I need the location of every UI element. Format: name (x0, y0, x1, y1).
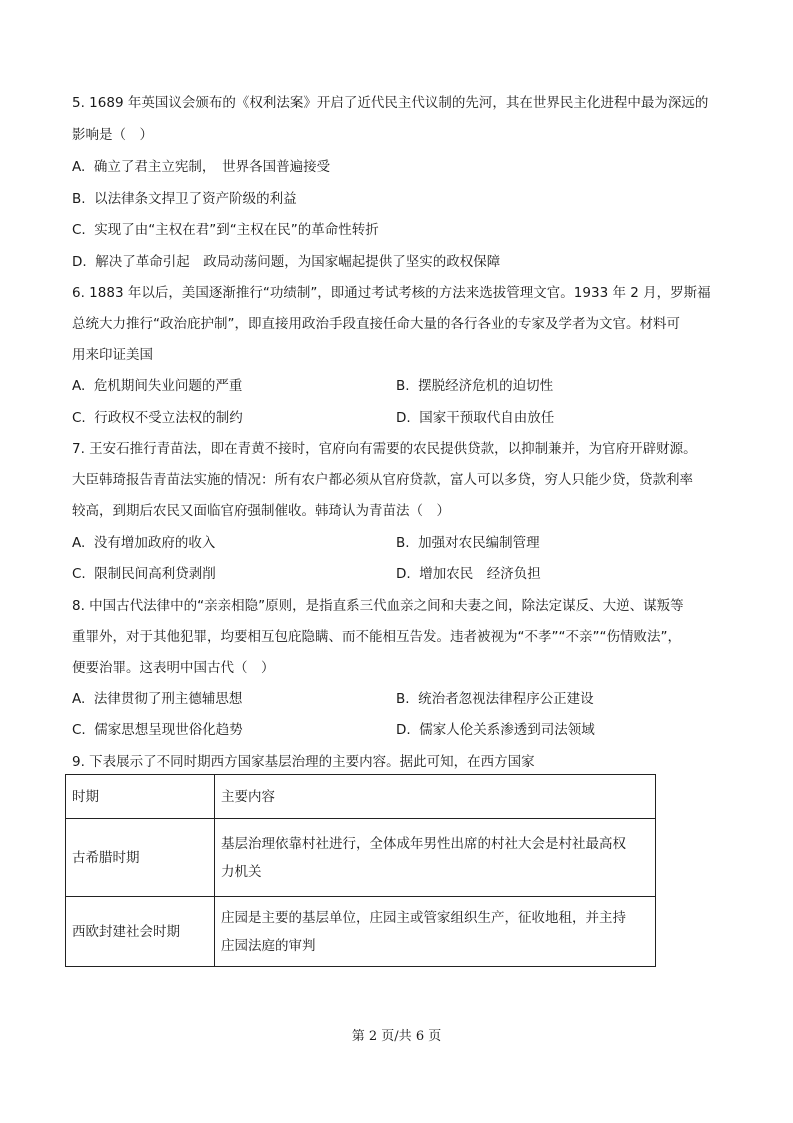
q6-option-c[interactable]: C. 行政权不受立法权的制约 (72, 410, 243, 426)
q7-stem-line2: 大臣韩琦报告青苗法实施的情况：所有农户都必须从官府贷款，富人可以多贷，穷人只能少贷，贷款利率 (72, 472, 693, 488)
table-cell-period: 西欧封建社会时期 (66, 897, 215, 967)
table-row (66, 897, 656, 967)
q7-option-d[interactable]: D. 增加农民 经济负担 (396, 566, 541, 582)
q5-stem-line1: 5. 1689 年英国议会颁布的《权利法案》开启了近代民主代议制的先河，其在世界民主化进程中最为深远的 (72, 95, 709, 111)
table-row (66, 819, 656, 897)
q8-stem-line2: 重罪外，对于其他犯罪，均要相互包庇隐瞒、而不能相互告发。违者被视为“不孝”“不亲”“伤情败法”， (72, 629, 681, 645)
table-cell-content (215, 897, 656, 967)
table-header-content: 主要内容 (215, 775, 656, 819)
table-cell-line: 庄园法庭的审判 (221, 937, 316, 954)
q6-stem-line2: 总统大力推行“政治庇护制”，即直接用政治手段直接任命大量的各行各业的专家及学者为文官。材料可 (72, 316, 680, 332)
q7-stem-line3: 较高，到期后农民又面临官府强制催收。韩琦认为青苗法（ ） (72, 503, 450, 519)
table-header-period: 时期 (66, 775, 215, 819)
q6-option-d[interactable]: D. 国家干预取代自由放任 (396, 410, 555, 426)
q9-stem: 9. 下表展示了不同时期西方国家基层治理的主要内容。据此可知，在西方国家 (72, 754, 535, 770)
table-cell-line: 庄园是主要的基层单位，庄园主或管家组织生产，征收地租，并主持 (221, 909, 626, 926)
q5-option-c[interactable]: C. 实现了由“主权在君”到“主权在民”的革命性转折 (72, 222, 379, 238)
q5-option-d[interactable]: D. 解决了革命引起 政局动荡问题，为国家崛起提供了坚实的政权保障 (72, 254, 501, 270)
q6-option-b[interactable]: B. 摆脱经济危机的迫切性 (396, 378, 554, 394)
q5-option-b[interactable]: B. 以法律条文捍卫了资产阶级的利益 (72, 191, 297, 207)
q8-option-c[interactable]: C. 儒家思想呈现世俗化趋势 (72, 722, 243, 738)
q6-stem-line3: 用来印证美国 (72, 347, 153, 363)
q7-option-b[interactable]: B. 加强对农民编制管理 (396, 535, 540, 551)
table-cell-period: 古希腊时期 (66, 819, 215, 897)
governance-table (65, 774, 656, 967)
page-footer: 第 2 页/共 6 页 (351, 1029, 442, 1044)
q5-stem-line2: 影响是（ ） (72, 127, 153, 143)
q8-option-b[interactable]: B. 统治者忽视法律程序公正建设 (396, 691, 594, 707)
q8-stem-line3: 便要治罪。这表明中国古代（ ） (72, 660, 275, 676)
q8-option-a[interactable]: A. 法律贯彻了刑主德辅思想 (72, 691, 243, 707)
q8-option-d[interactable]: D. 儒家人伦关系渗透到司法领域 (396, 722, 595, 738)
q8-stem-line1: 8. 中国古代法律中的“亲亲相隐”原则，是指直系三代血亲之间和夫妻之间，除法定谋反、大逆、谋叛等 (72, 598, 684, 614)
table-cell-line: 基层治理依靠村社进行，全体成年男性出席的村社大会是村社最高权 (221, 835, 626, 852)
q7-option-a[interactable]: A. 没有增加政府的收入 (72, 535, 216, 551)
table-cell-content (215, 819, 656, 897)
table-cell-line: 力机关 (221, 863, 262, 880)
q7-stem-line1: 7. 王安石推行青苗法，即在青黄不接时，官府向有需要的农民提供贷款，以抑制兼并，为官府开辟财源。 (72, 441, 697, 457)
q6-stem-line1: 6. 1883 年以后，美国逐渐推行“功绩制”，即通过考试考核的方法来选拔管理文官。1933 年 2 月，罗斯福 (72, 285, 711, 301)
q7-option-c[interactable]: C. 限制民间高利贷剥削 (72, 566, 216, 582)
q5-option-a[interactable]: A. 确立了君主立宪制， 世界各国普遍接受 (72, 159, 331, 175)
table-header-row (66, 775, 656, 819)
q6-option-a[interactable]: A. 危机期间失业问题的严重 (72, 378, 243, 394)
